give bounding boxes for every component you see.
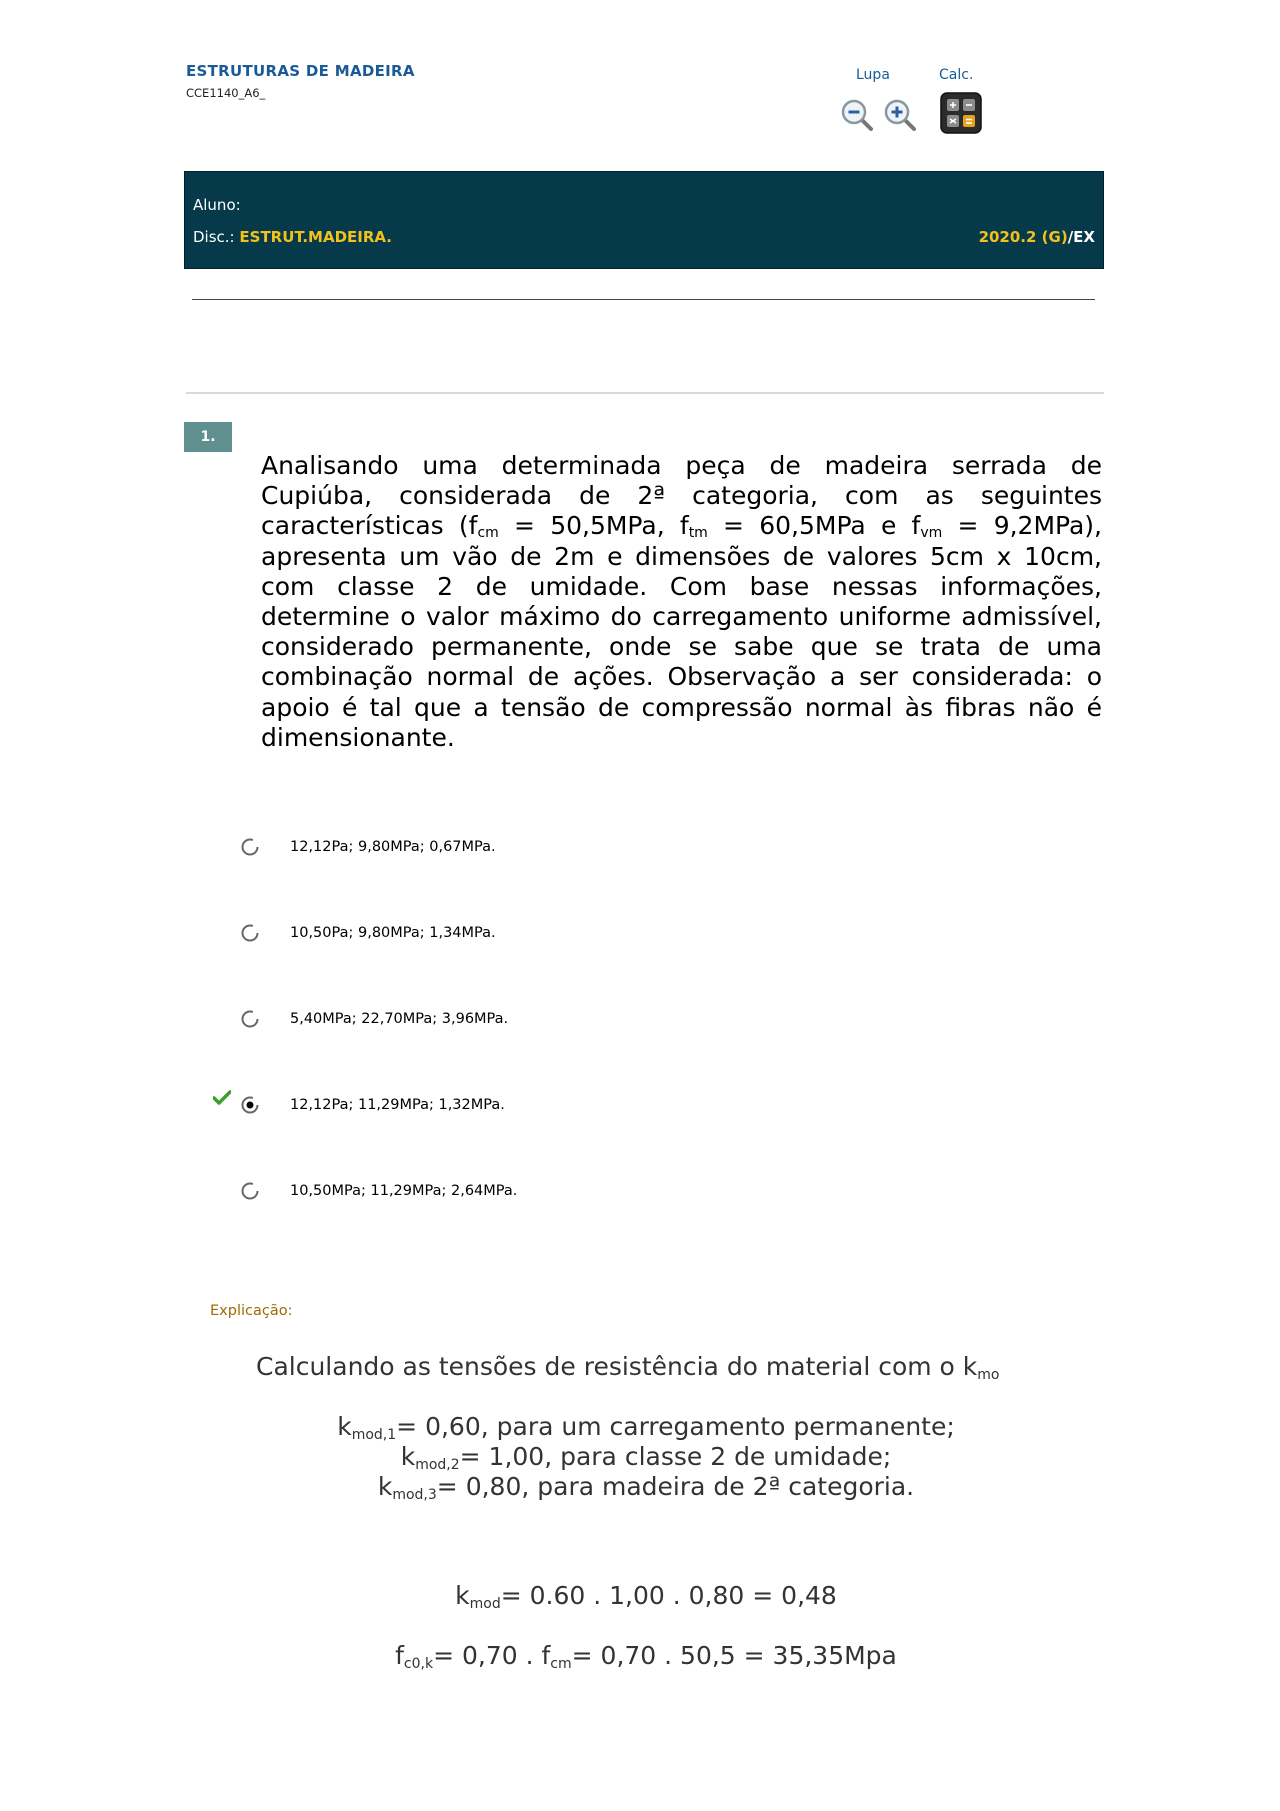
disc-value: ESTRUT.MADEIRA. xyxy=(239,228,393,246)
term-info xyxy=(979,228,1095,246)
term-suffix: /EX xyxy=(1067,228,1095,246)
option-label: 5,40MPa; 22,70MPa; 3,96MPa. xyxy=(290,1011,509,1027)
lupa-label: Lupa xyxy=(856,67,890,83)
check-icon xyxy=(213,1090,231,1106)
radio-button-selected[interactable] xyxy=(240,1095,260,1115)
radio-button[interactable] xyxy=(240,837,260,857)
term-value: 2020.2 (G) xyxy=(978,228,1068,246)
calc-label: Calc. xyxy=(939,67,974,83)
course-title: ESTRUTURAS DE MADEIRA xyxy=(186,62,415,80)
discipline-line xyxy=(193,228,392,246)
calculator-icon[interactable] xyxy=(940,92,982,134)
radio-button[interactable] xyxy=(240,923,260,943)
option-label: 12,12Pa; 11,29MPa; 1,32MPa. xyxy=(290,1097,505,1113)
question-number-badge: 1. xyxy=(184,422,232,452)
course-code: CCE1140_A6_ xyxy=(186,86,266,100)
explanation-line: $k_{mod,1}= 0,60$, para um carregamento permanente; xyxy=(337,1412,955,1443)
explanation-line: $k_{mod,3}= 0,80$, para madeira de 2ª categoria. xyxy=(377,1472,915,1503)
option-label: 10,50MPa; 11,29MPa; 2,64MPa. xyxy=(290,1183,518,1199)
radio-button[interactable] xyxy=(240,1181,260,1201)
zoom-out-icon[interactable] xyxy=(840,98,874,132)
explanation-line: $f_{c0,k}= 0,70$ . $f_{cm}= 0,70$ . 50,5 = 35,35Mpa xyxy=(395,1641,897,1672)
student-info-bar xyxy=(184,171,1104,269)
option-label: 10,50Pa; 9,80MPa; 1,34MPa. xyxy=(290,925,496,941)
disc-label: Disc.: xyxy=(193,228,235,246)
radio-button[interactable] xyxy=(240,1009,260,1029)
explanation-line: Calculando as tensões de resistência do material com o $k_{mo}$ xyxy=(256,1352,1000,1383)
explanation-line: $k_{mod,2}= 1,00$, para classe 2 de umidade; xyxy=(400,1442,892,1473)
option-label: 12,12Pa; 9,80MPa; 0,67MPa. xyxy=(290,839,496,855)
aluno-label: Aluno: xyxy=(193,196,241,214)
explanation-line: $k_{mod}= 0.60$ . 1,00 . 0,80 = 0,48 xyxy=(455,1581,837,1612)
question-text: Analisando uma determinada peça de madeira serrada de Cupiúba, considerada de 2ª categoria, com as seguintes características ($f_{cm} = 50,5MPa$, $f_{tm} = 60,5MPa$ e $f_{vm} = 9,2MPa$), apresenta um vão de 2m e dimensões de valores 5cm x 10cm, com classe 2 de umidade. Com base nessas informações, determine o valor máximo do carregamento uniforme admissível, considerado permanente, onde se sabe que se trata de uma combinação normal de ações. Observação a ser considerada: o apoio é tal que a tensão de compressão normal às fibras não é dimensionante. xyxy=(261,451,1102,752)
explanation-label: Explicação: xyxy=(210,1303,293,1319)
zoom-in-icon[interactable] xyxy=(883,98,917,132)
divider xyxy=(186,392,1104,394)
divider xyxy=(192,299,1095,300)
